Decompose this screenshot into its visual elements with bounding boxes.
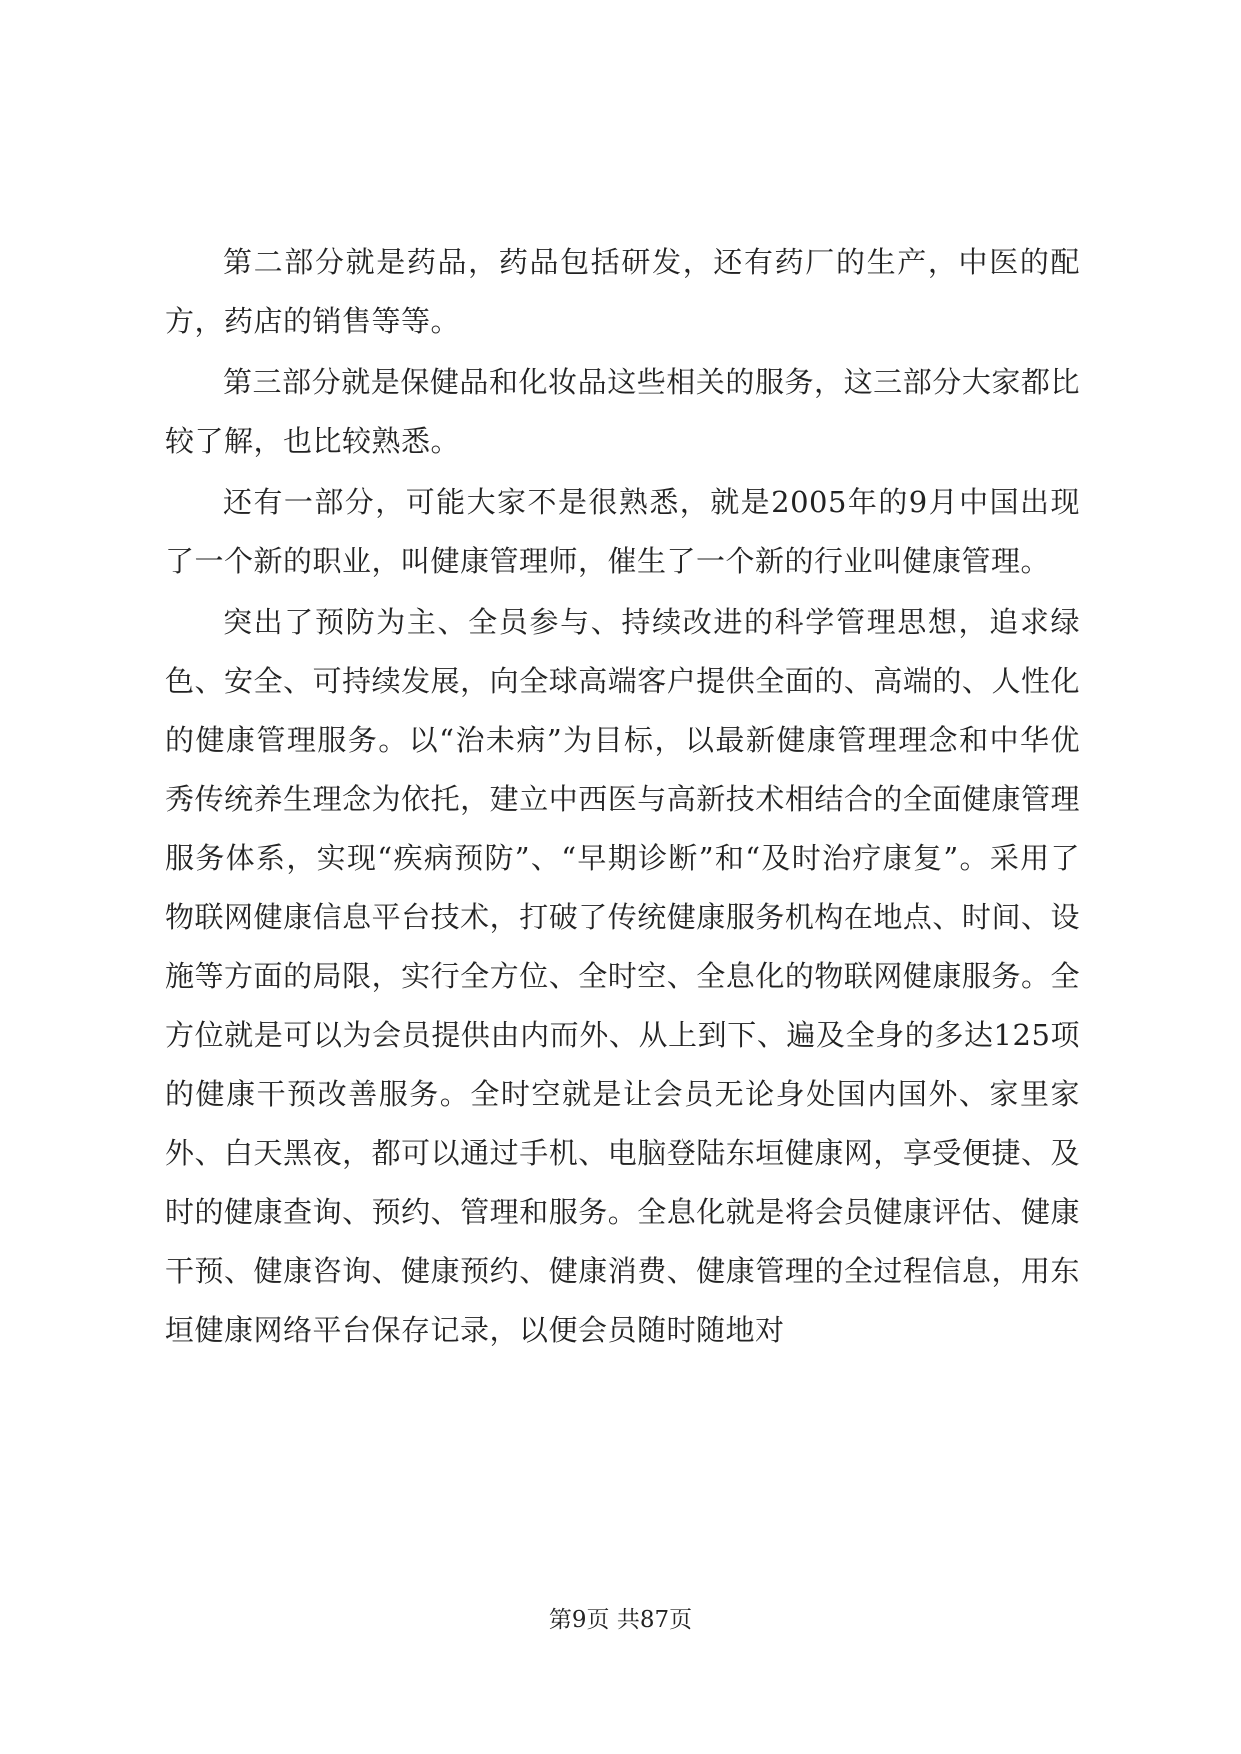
paragraph-health-products: 第三部分就是保健品和化妆品这些相关的服务，这三部分大家都比较了解，也比较熟悉。 [165,365,1080,458]
document-body [165,233,1080,1362]
page-number-footer: 第9页 共87页 [548,1607,693,1633]
paragraph-service-description: 突出了预防为主、全员参与、持续改进的科学管理思想，追求绿色、安全、可持续发展，向全球高端客户提供全面的、高端的、人性化的健康管理服务。以“治未病”为目标，以最新健康管理理念和中华优秀传统养生理念为依托，建立中西医与高新技术相结合的全面健康管理服务体系，实现“疾病预防”、“早期诊断”和“及时治疗康复”。采用了物联网健康信息平台技术，打破了传统健康服务机构在地点、时间、设施等方面的局限，实行全方位、全时空、全息化的物联网健康服务。全方位就是可以为会员提供由内而外、从上到下、遍及全身的多达125项的健康干预改善服务。全时空就是让会员无论身处国内国外、家里家外、白天黑夜，都可以通过手机、电脑登陆东垣健康网，享受便捷、及时的健康查询、预约、管理和服务。全息化就是将会员健康评估、健康干预、健康咨询、健康预约、健康消费、健康管理的全过程信息，用东垣健康网络平台保存记录，以便会员随时随地对 [165,605,1080,1347]
paragraph-drugs: 第二部分就是药品，药品包括研发，还有药厂的生产，中医的配方，药店的销售等等。 [165,245,1080,338]
paragraph-health-management: 还有一部分，可能大家不是很熟悉，就是2005年的9月中国出现了一个新的职业，叫健康管理师，催生了一个新的行业叫健康管理。 [165,485,1080,578]
